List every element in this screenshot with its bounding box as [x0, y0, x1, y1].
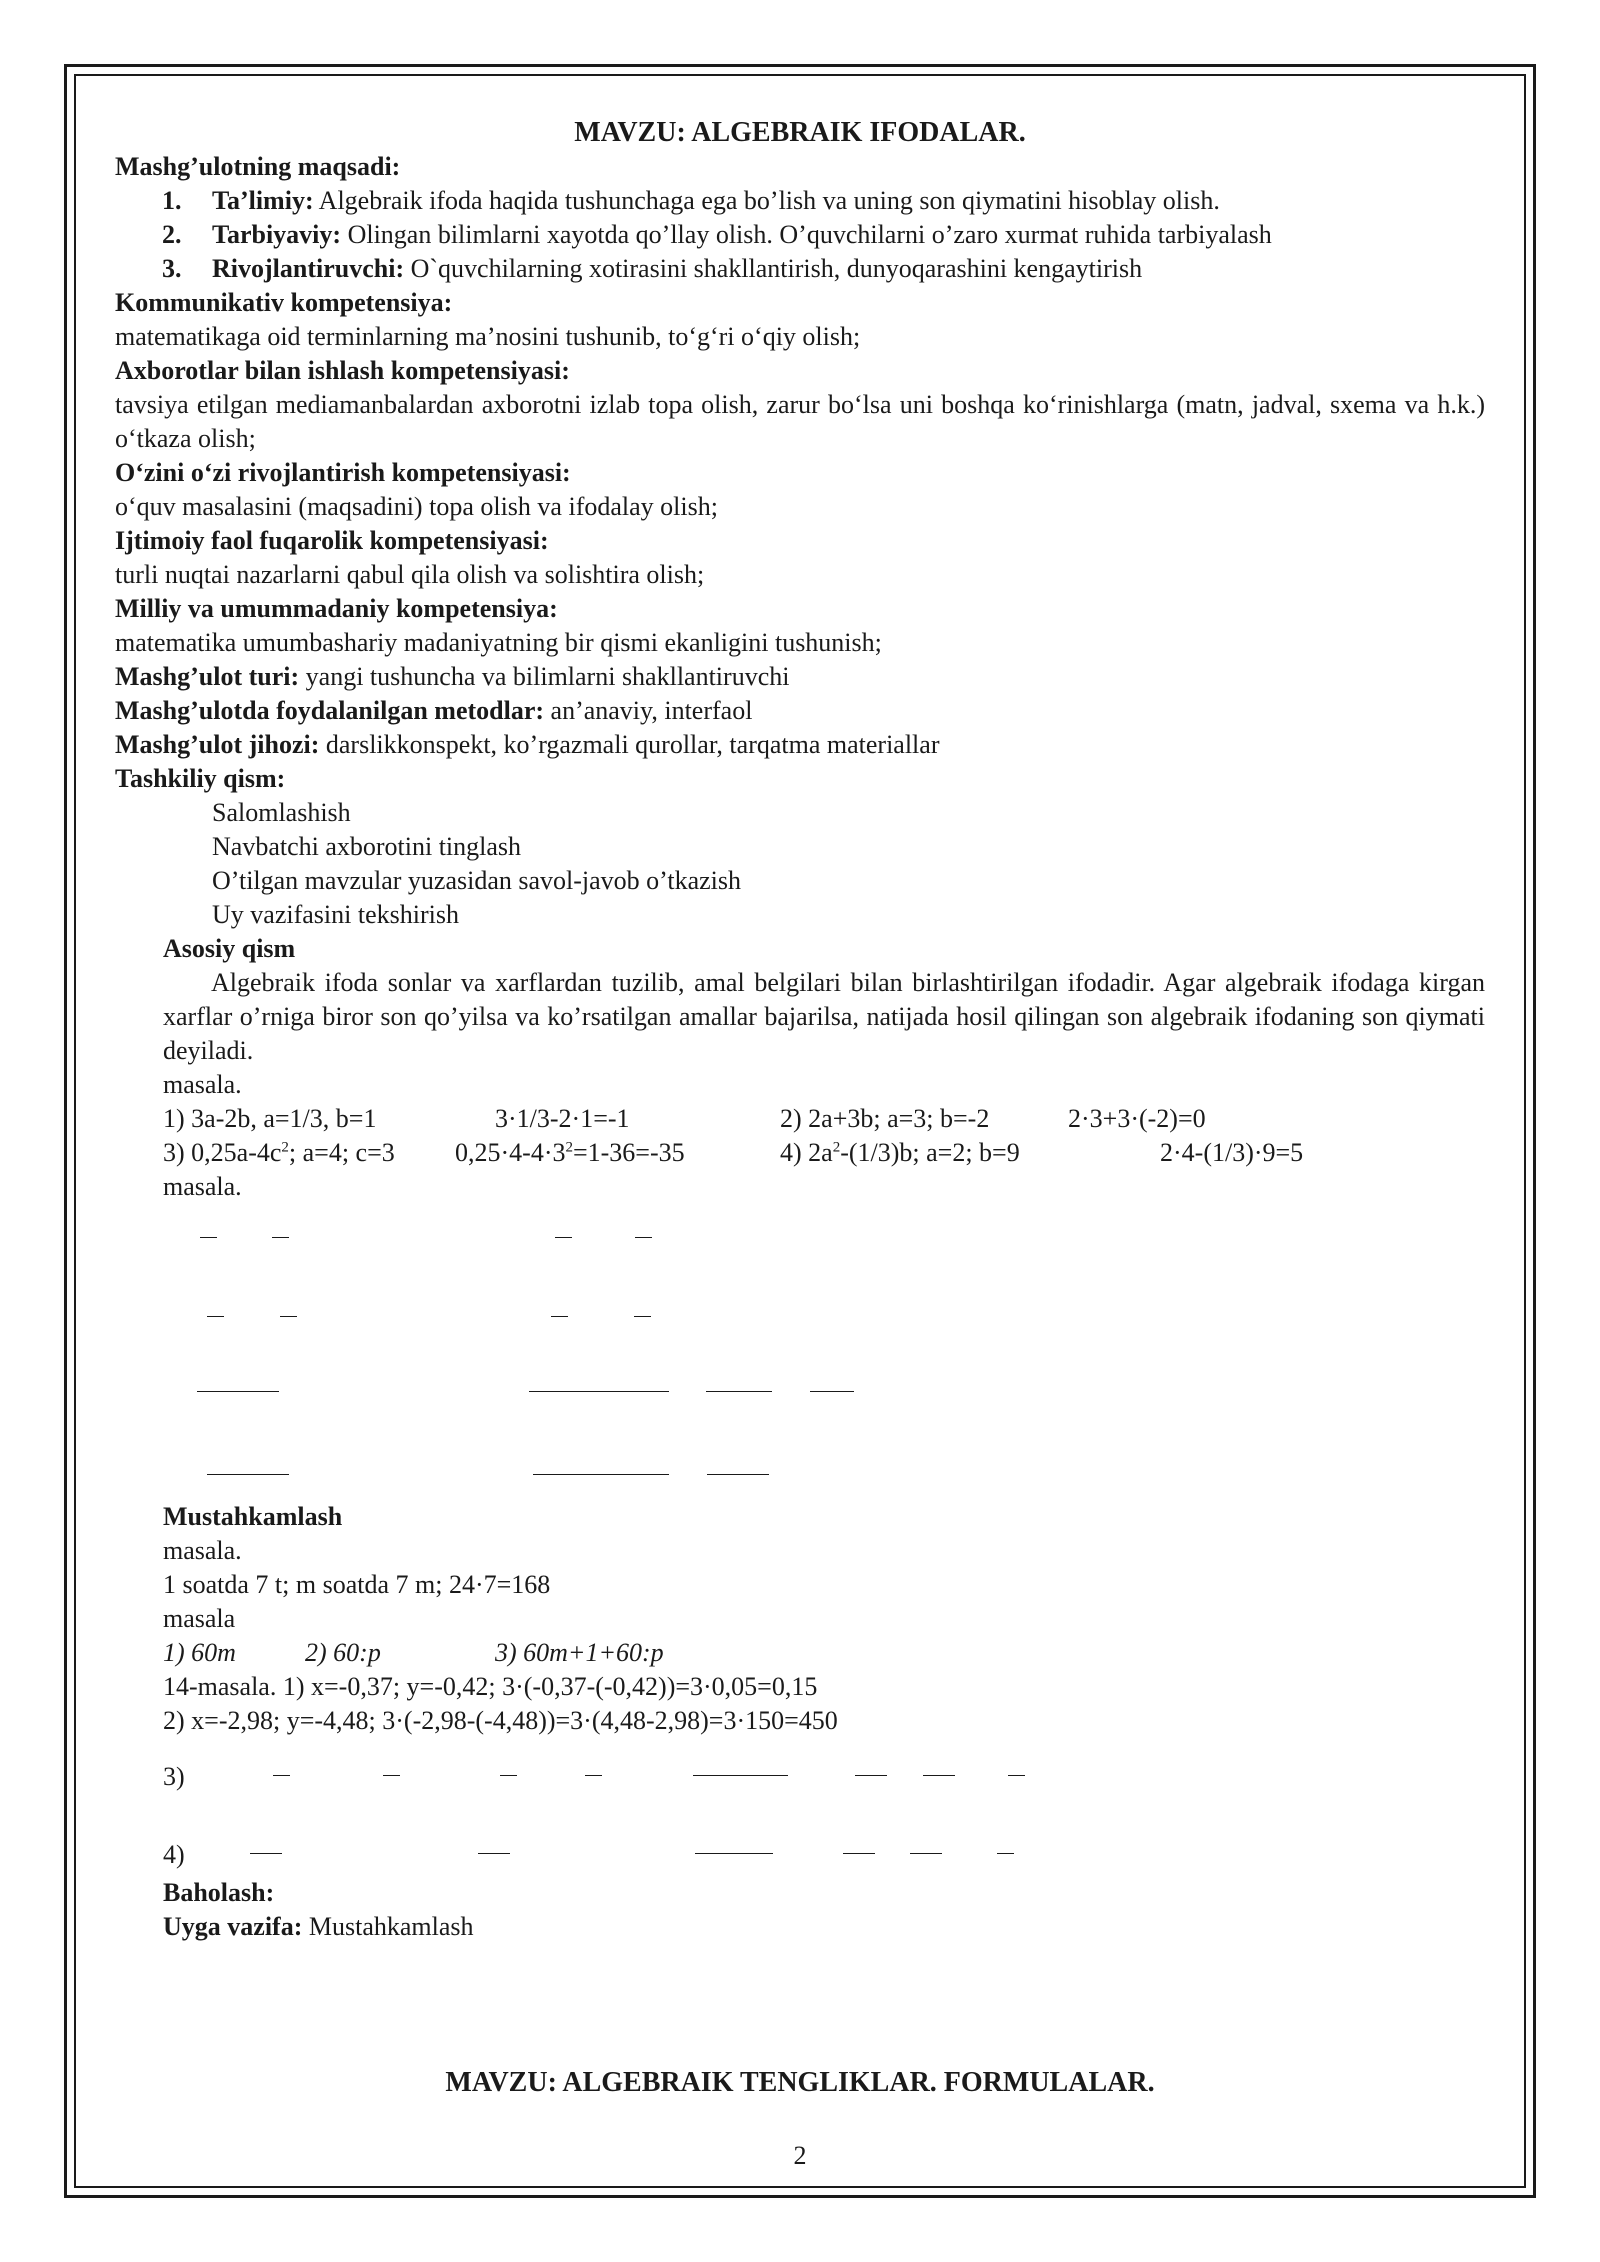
formula-area — [115, 1204, 1485, 1440]
goal-item: 3. Rivojlantiruvchi: O`quvchilarning xotirasini shakllantirish, dunyoqarashini kengaytirish — [162, 254, 1143, 283]
competency-heading: Milliy va umummadaniy kompetensiya: — [115, 594, 558, 623]
example-row-2 — [115, 1136, 1485, 1170]
example-row-1 — [115, 1102, 1485, 1136]
competency-text: o‘quv masalasini (maqsadini) topa olish va ifodalay olish; — [115, 492, 718, 521]
fraction-bar — [585, 1775, 602, 1776]
goal-item: 1. Ta’limiy: Algebraik ifoda haqida tushunchaga ega bo’lish va uning son qiymatini hisoblay olish. — [162, 186, 1220, 215]
fraction-bar — [551, 1316, 568, 1317]
goals-heading: Mashg’ulotning maqsadi: — [115, 152, 401, 181]
competency-text: turli nuqtai nazarlarni qabul qila olish va solishtira olish; — [115, 560, 705, 589]
competency-text: tavsiya etilgan mediamanbalardan axborotni izlab topa olish, zarur bo‘lsa uni boshqa ko‘rinishlarga (matn, jadval, sxema va h.k.) o‘tkaza olish; — [115, 390, 1485, 453]
fraction-bar — [272, 1237, 289, 1238]
fraction-bar — [695, 1853, 773, 1854]
example-expr: 1) 3a-2b, a=1/3, b=1 — [163, 1104, 377, 1133]
example-result: $0,25\cdot 4-4\cdot 3^2=1-36=-35$ — [455, 1138, 685, 1167]
masala-label: masala. — [163, 1070, 242, 1099]
item-4-label: 4) — [163, 1840, 185, 1869]
org-item: Salomlashish — [212, 798, 351, 827]
competency-heading: Kommunikativ kompetensiya: — [115, 288, 453, 317]
homework-line: Uyga vazifa: Mustahkamlash — [163, 1912, 474, 1941]
example-result: 2·3+3·(-2)=0 — [1068, 1104, 1206, 1133]
competency-heading: Ijtimoiy faol fuqarolik kompetensiyasi: — [115, 526, 549, 555]
reinforce-line: 14-masala. 1) x=-0,37; y=-0,42; 3·(-0,37-(-0,42))=3·0,05=0,15 — [163, 1672, 818, 1701]
masala-label: masala. — [163, 1172, 242, 1201]
org-item: Uy vazifasini tekshirish — [212, 900, 459, 929]
example-expr: 4) $2a^2-(1/3)b$; a=2; b=9 — [780, 1138, 1020, 1167]
fraction-bar — [207, 1316, 224, 1317]
fraction-bar — [910, 1853, 942, 1854]
fraction-bar — [810, 1391, 854, 1392]
fraction-bar — [843, 1853, 875, 1854]
competency-text: matematikaga oid terminlarning ma’nosini tushunib, to‘g‘ri o‘qiy olish; — [115, 322, 861, 351]
masala-label: masala. — [163, 1536, 242, 1565]
fraction-bar — [997, 1853, 1014, 1854]
fraction-bar — [207, 1474, 289, 1475]
goals-list — [115, 184, 1485, 286]
fraction-bar — [1008, 1775, 1025, 1776]
org-heading: Tashkiliy qism: — [115, 764, 286, 793]
item-3-row — [115, 1738, 1485, 1816]
answer-2: 2) 60:p — [305, 1638, 381, 1667]
reinforce-line: 2) x=-2,98; y=-4,48; 3·(-2,98-(-4,48))=3·(4,48-2,98)=3·150=450 — [163, 1706, 838, 1735]
competency-heading: Axborotlar bilan ishlash kompetensiyasi: — [115, 356, 570, 385]
goal-item: 2. Tarbiyaviy: Olingan bilimlarni xayotda qo’llay olish. O’quvchilarni o’zaro xurmat ruhida tarbiyalash — [162, 220, 1272, 249]
org-item: Navbatchi axborotini tinglash — [212, 832, 522, 861]
main-paragraph: Algebraik ifoda sonlar va xarflardan tuzilib, amal belgilari bilan birlashtirilgan ifodadir. Agar algebraik ifodaga kirgan xarflar o’rniga biror son qo’yilsa va ko’rsatilgan amallar bajarilsa, natijada hosil qilingan son algebraik ifodaning son qiymati deyiladi. — [163, 968, 1485, 1065]
fraction-bar — [200, 1237, 217, 1238]
fraction-bar — [533, 1474, 669, 1475]
example-result: 2·4-(1/3)·9=5 — [1160, 1138, 1304, 1167]
fraction-bar — [529, 1391, 669, 1392]
competency-text: matematika umumbashariy madaniyatning bir qismi ekanligini tushunish; — [115, 628, 882, 657]
fraction-bar — [555, 1237, 572, 1238]
fraction-bar — [693, 1775, 788, 1776]
reinforce-line: 1 soatda 7 t; m soatda 7 m; 24·7=168 — [163, 1570, 551, 1599]
fraction-bar — [250, 1853, 282, 1854]
next-topic-title: MAVZU: ALGEBRAIK TENGLIKLAR. FORMULALAR. — [445, 2067, 1155, 2098]
fraction-bar — [280, 1316, 297, 1317]
item-4-row — [115, 1816, 1485, 1876]
fraction-bar — [197, 1391, 279, 1392]
fraction-bar — [500, 1775, 517, 1776]
meta-line: Mashg’ulot turi: yangi tushuncha va bilimlarni shakllantiruvchi — [115, 662, 790, 691]
fraction-bar — [634, 1316, 651, 1317]
meta-line: Mashg’ulotda foydalanilgan metodlar: an’anaviy, interfaol — [115, 696, 753, 725]
document-body — [115, 112, 1485, 1944]
fraction-bar — [855, 1775, 887, 1776]
item-3-label: 3) — [163, 1762, 185, 1791]
competency-heading: O‘zini o‘zi rivojlantirish kompetensiyasi: — [115, 458, 571, 487]
org-item: O’tilgan mavzular yuzasidan savol-javob o’tkazish — [212, 866, 742, 895]
fraction-bar — [706, 1391, 772, 1392]
fraction-bar — [383, 1775, 400, 1776]
answer-3: 3) 60m+1+60:p — [495, 1638, 664, 1667]
main-heading: Asosiy qism — [163, 934, 296, 963]
masala-label: masala — [163, 1604, 236, 1633]
example-expr: 2) 2a+3b; a=3; b=-2 — [780, 1104, 990, 1133]
example-expr: 3) $0,25a-4c^2$; a=4; c=3 — [163, 1138, 395, 1167]
fraction-bar — [273, 1775, 290, 1776]
meta-line: Mashg’ulot jihozi: darslikkonspekt, ko’rgazmali qurollar, tarqatma materiallar — [115, 730, 940, 759]
reinforce-italic-row — [115, 1636, 1485, 1670]
fraction-bar — [707, 1474, 769, 1475]
page-title: MAVZU: ALGEBRAIK IFODALAR. — [574, 117, 1026, 148]
grading-heading: Baholash: — [163, 1878, 275, 1907]
answer-1: 1) 60m — [163, 1638, 236, 1667]
page-number: 2 — [793, 2141, 807, 2170]
reinforce-heading: Mustahkamlash — [163, 1502, 343, 1531]
example-result: 3·1/3-2·1=-1 — [495, 1104, 630, 1133]
fraction-bar — [635, 1237, 652, 1238]
fraction-bar — [923, 1775, 955, 1776]
fraction-bar — [478, 1853, 510, 1854]
